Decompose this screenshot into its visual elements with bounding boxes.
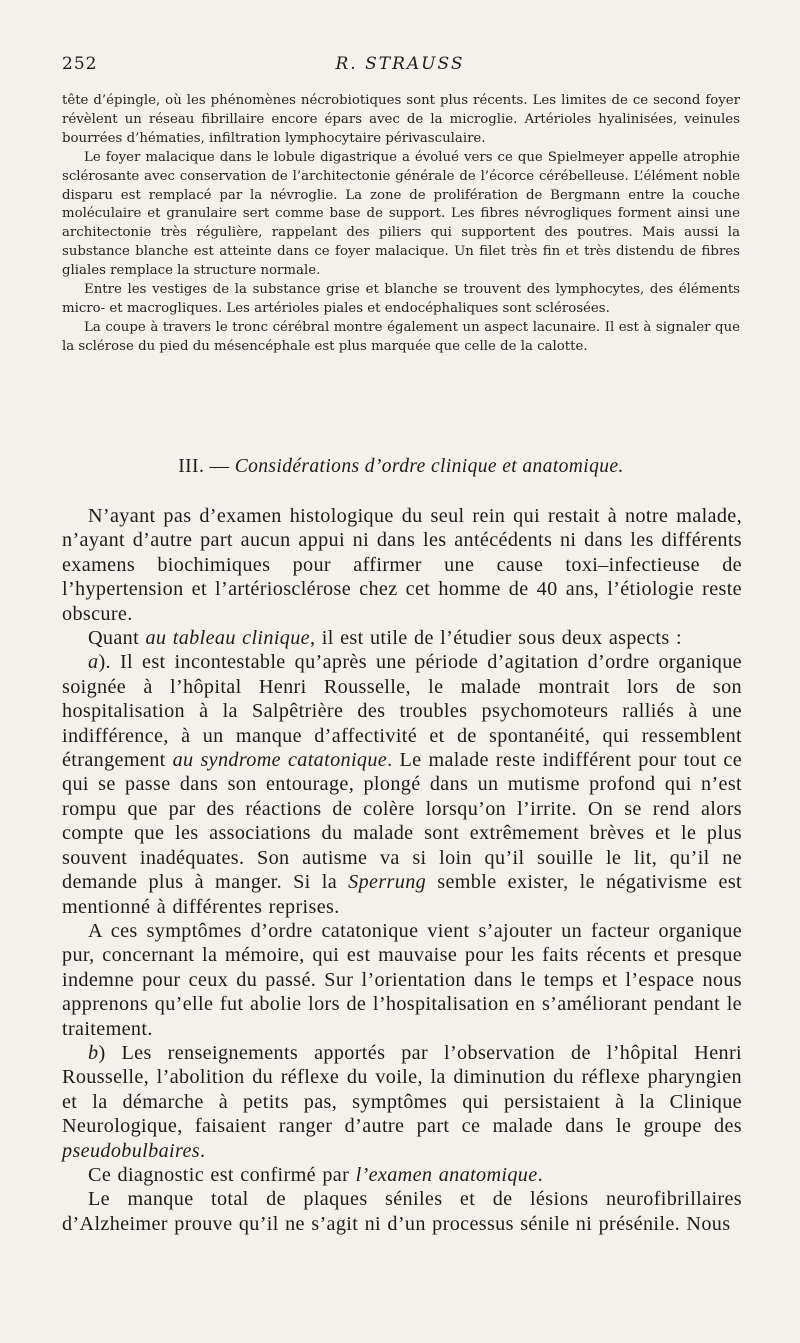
p3-text-b: . Le malade reste indifférent pour tout ce qui se passe dans son entourage, plongé dans un mutisme profond qui n’est rompu que par des réactions de colère lorsqu’on l’irrite. On se rend alors compte que les associations du malade sont extrêmement brèves et le plus souvent inadéquates. Son autisme va si loin qu’il souille le lit, qu’il ne demande plus à manger. Si la — [62, 749, 743, 894]
section-number: III. — — [178, 456, 230, 477]
p3-label: a — [88, 651, 99, 674]
body-paragraph-5 — [62, 1041, 742, 1163]
section-title: Considérations d’ordre clinique et anatomique. — [234, 456, 624, 477]
body-paragraph-1: N’ayant pas d’examen histologique du seul rein qui restait à notre malade, n’ayant d’autre part aucun appui ni dans les antécédents ni dans les différents examens biochimiques pour affirmer une cause toxi–infectieuse de l’hypertension et l’artériosclérose chez cet homme de 40 ans, l’étiologie reste obscure. — [62, 505, 742, 625]
body-paragraph-3 — [62, 650, 742, 918]
p3-emphasis-1: au syndrome catatonique — [172, 749, 388, 772]
p6-text-b: . — [537, 1163, 543, 1186]
small-paragraph-4: La coupe à travers le tronc cérébral montre également un aspect lacunaire. Il est à signaler que la sclérose du pied du mésencéphale est plus marquée que celle de la calotte. — [62, 319, 740, 354]
p3-emphasis-2: Sperrung — [348, 871, 427, 894]
p5-label: b — [88, 1041, 99, 1064]
body-paragraph-2 — [62, 626, 742, 650]
main-body-text — [62, 504, 742, 1236]
running-title: R. STRAUSS — [335, 54, 465, 74]
small-paragraph-3: Entre les vestiges de la substance grise et blanche se trouvent des lymphocytes, des éléments micro- et macrogliques. Les artérioles piales et endocéphaliques sont sclérosées. — [62, 282, 740, 316]
body-paragraph-6 — [62, 1163, 742, 1187]
p3-text-a: ). Il est incontestable qu’après une période d’agitation d’ordre organique soignée à l’hôpital Henri Rousselle, le malade montrait lors de son hospitalisation à la Salpêtrière des troubles psychomoteurs ralliés à une indifférence, à un manque d’affectivité et de spontanéité, qui ressemblent étrangement — [62, 651, 742, 772]
page-number: 252 — [62, 54, 98, 74]
section-heading — [62, 456, 740, 478]
p6-text-a: Ce diagnostic est confirmé par — [88, 1163, 356, 1186]
p6-emphasis: l’examen anatomique — [355, 1163, 538, 1186]
p3-text-c: semble exister, le négativisme est mentionné à différentes reprises. — [62, 871, 743, 918]
p2-text-b: , il est utile de l’étudier sous deux aspects : — [310, 627, 682, 650]
p5-text-b: . — [199, 1139, 206, 1162]
p5-emphasis: pseudobulbaires — [62, 1139, 200, 1162]
p5-text-a: ) Les renseignements apportés par l’observation de l’hôpital Henri Rousselle, l’abolition du réflexe du voile, la diminution du réflexe pharyngien et la démarche à petits pas, symptômes qui persistaient à la Clinique Neurologique, faisaient ranger d’autre part ce malade dans le groupe des — [62, 1041, 742, 1138]
body-paragraph-7: Le manque total de plaques séniles et de lésions neurofibrillaires d’Alzheimer prouve qu’il ne s’agit ni d’un processus sénile ni présénile. Nous — [62, 1188, 742, 1235]
small-paragraph-2: Le foyer malacique dans le lobule digastrique a évolué vers ce que Spielmeyer appelle atrophie sclérosante avec conservation de l’architectonie générale de l’écorce cérébelleuse. L’élément noble disparu est remplacé par la névroglie. La zone de prolifération de Bergmann entre la couche moléculaire et granulaire sert comme base de support. Les fibres névrogliques forment ainsi une architectonie très régulière, rappelant des piliers qui supportent des poutres. Mais aussi la substance blanche est atteinte dans ce foyer malacique. Un filet très fin et très distendu de fibres gliales remplace la structure normale. — [62, 149, 740, 279]
p2-emphasis: au tableau clinique — [145, 627, 310, 650]
small-print-section — [62, 92, 740, 357]
page-header — [62, 54, 738, 78]
p2-text-a: Quant — [88, 627, 146, 650]
body-paragraph-4: A ces symptômes d’ordre catatonique vient s’ajouter un facteur organique pur, concernant la mémoire, qui est mauvaise pour les faits récents et presque indemne pour ceux du passé. Sur l’orientation dans le temps et l’espace nous apprenons qu’elle fut abolie lors de l’hospitalisation en s’améliorant pendant le traitement. — [62, 919, 742, 1040]
small-paragraph-1: tête d’épingle, où les phénomènes nécrobiotiques sont plus récents. Les limites de ce second foyer révèlent un réseau fibrillaire encore épars avec de la microglie. Artérioles hyalinisées, veinules bourrées d’hématies, infiltration lymphocytaire périvasculaire. — [62, 93, 740, 146]
